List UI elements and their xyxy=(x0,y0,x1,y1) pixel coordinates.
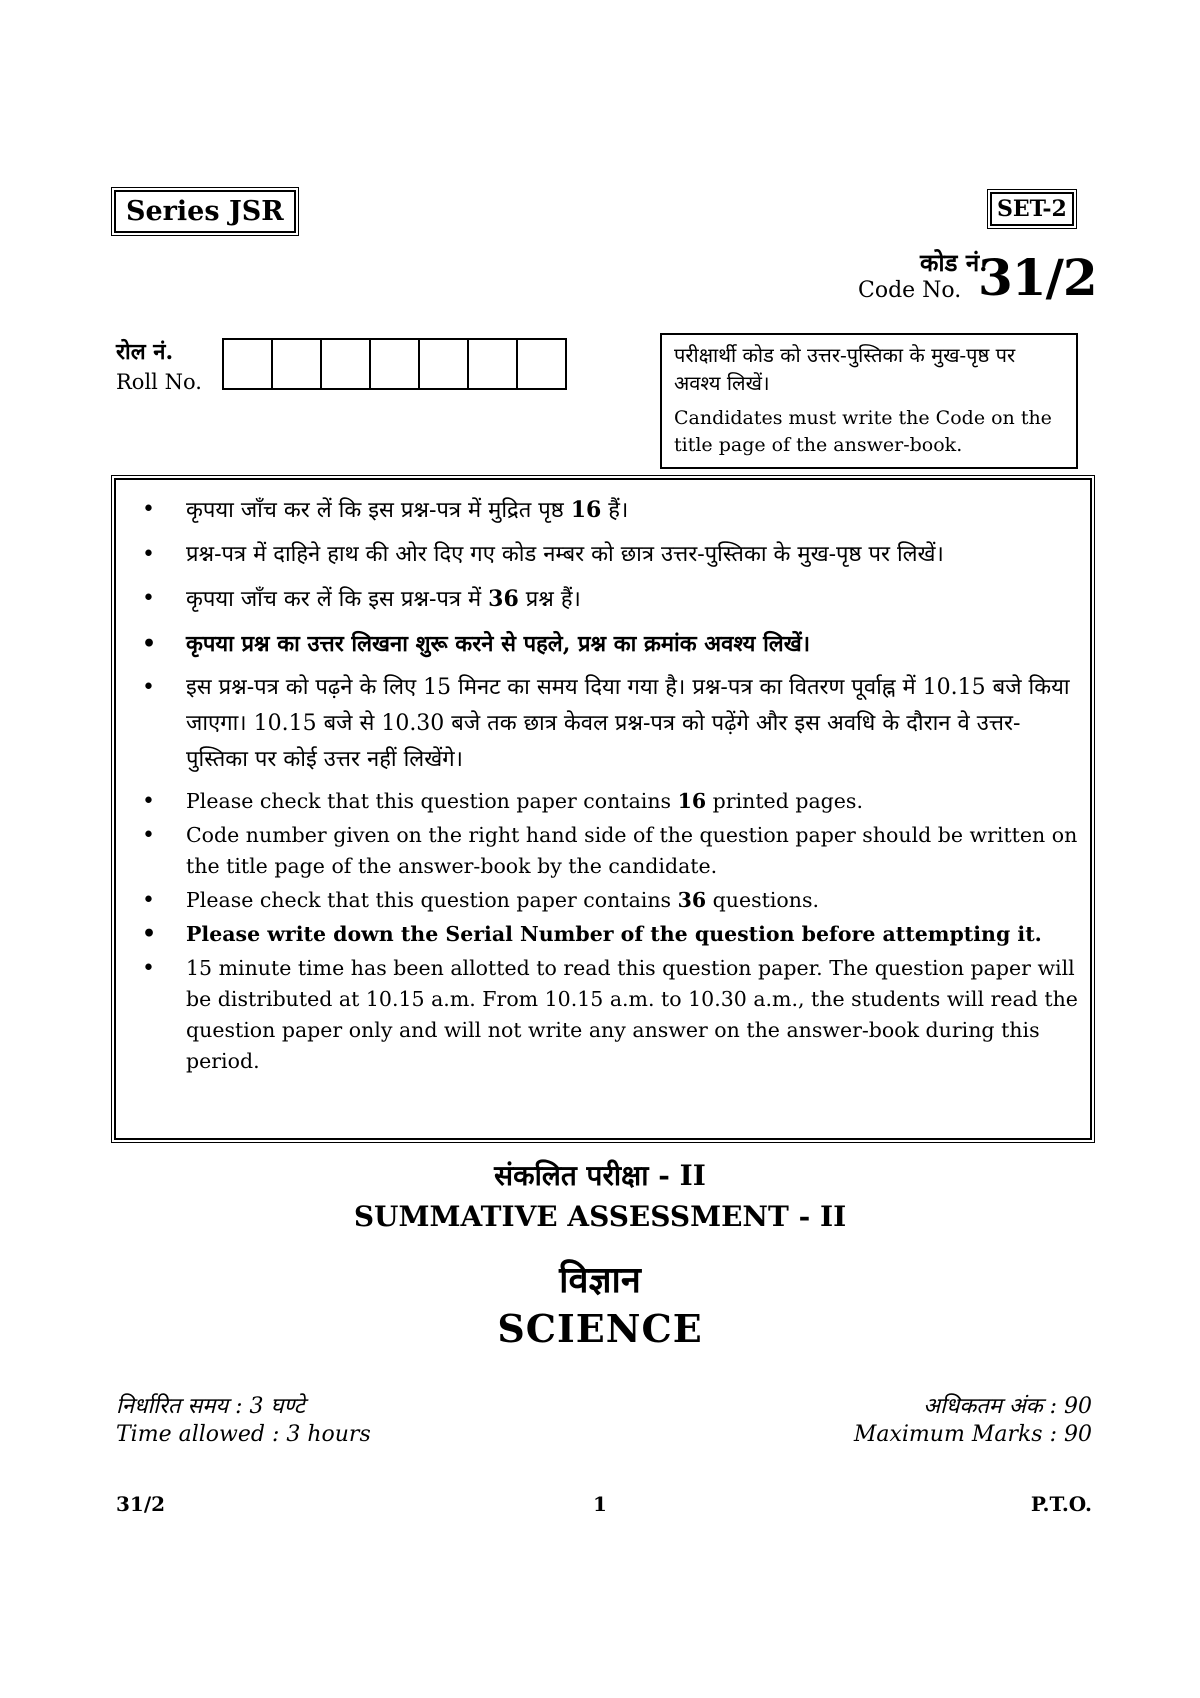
instruction-text: Code number given on the right hand side of the question paper should be written on the title page of the answer-book by the candidate. xyxy=(186,823,1078,878)
roll-label-english: Roll No. xyxy=(116,370,202,394)
subject-title-english: SCIENCE xyxy=(497,1306,703,1351)
instruction-item xyxy=(132,492,1078,529)
instructions-box xyxy=(114,478,1092,1140)
instruction-text-suffix: printed pages. xyxy=(706,789,863,813)
instruction-text-suffix: प्रश्न हैं। xyxy=(518,587,581,612)
roll-number-cell[interactable] xyxy=(469,340,518,388)
instruction-text: प्रश्न-पत्र में दाहिने हाथ की ओर दिए गए कोड नम्बर को छात्र उत्तर-पुस्तिका के मुख-पृष्ठ पर लिखें। xyxy=(186,542,944,567)
roll-number-cell[interactable] xyxy=(322,340,371,388)
instruction-item xyxy=(132,626,1078,662)
instructions-list xyxy=(132,492,1078,1077)
instruction-bold-value: 16 xyxy=(677,789,707,813)
instruction-text-suffix: हैं। xyxy=(601,498,629,523)
instruction-text: कृपया जाँच कर लें कि इस प्रश्न-पत्र में मुद्रित पृष्ठ xyxy=(186,498,571,523)
instruction-text: Please check that this question paper contains xyxy=(186,789,678,813)
subject-title-hindi: विज्ञान xyxy=(559,1259,641,1301)
series-label: Series JSR xyxy=(114,190,296,233)
instruction-item xyxy=(132,786,1078,817)
instruction-item xyxy=(132,885,1078,916)
instruction-item xyxy=(132,919,1078,950)
instruction-bold-value: 36 xyxy=(677,888,707,912)
notice-english: Candidates must write the Code on the title page of the answer-book. xyxy=(674,407,1052,456)
assessment-title-hindi: संकलित परीक्षा - II xyxy=(494,1159,706,1192)
roll-number-cell[interactable] xyxy=(420,340,469,388)
roll-number-cell[interactable] xyxy=(224,340,273,388)
instruction-text: कृपया प्रश्न का उत्तर लिखना शुरू करने से पहले, प्रश्न का क्रमांक अवश्य लिखें। xyxy=(186,631,811,657)
time-allowed-hindi: निर्धारित समय : 3 घण्टे xyxy=(116,1394,305,1419)
instruction-item xyxy=(132,953,1078,1077)
max-marks-english: Maximum Marks : 90 xyxy=(853,1422,1092,1447)
instruction-bold-value: 16 xyxy=(570,497,602,523)
instruction-text-suffix: questions. xyxy=(706,888,819,912)
time-allowed-english: Time allowed : 3 hours xyxy=(116,1422,371,1447)
notice-hindi: परीक्षार्थी कोड को उत्तर-पुस्तिका के मुख-पृष्ठ पर अवश्य लिखें। xyxy=(674,343,1016,395)
set-label: SET-2 xyxy=(990,192,1074,226)
code-label-english: Code No. xyxy=(858,278,962,303)
pto-label: P.T.O. xyxy=(1030,1492,1092,1516)
roll-number-boxes[interactable] xyxy=(222,338,567,390)
code-notice-box xyxy=(660,333,1078,469)
roll-number-cell[interactable] xyxy=(518,340,565,388)
instruction-text: Please check that this question paper contains xyxy=(186,888,678,912)
page-number: 1 xyxy=(593,1492,607,1516)
roll-label-hindi: रोल नं. xyxy=(116,339,174,365)
assessment-title-english: SUMMATIVE ASSESSMENT - II xyxy=(353,1200,847,1233)
instruction-text: कृपया जाँच कर लें कि इस प्रश्न-पत्र में xyxy=(186,587,489,612)
roll-number-cell[interactable] xyxy=(273,340,322,388)
instruction-item xyxy=(132,670,1078,778)
instruction-item xyxy=(132,581,1078,618)
instruction-item xyxy=(132,537,1078,573)
instruction-text: इस प्रश्न-पत्र को पढ़ने के लिए 15 मिनट का समय दिया गया है। प्रश्न-पत्र का वितरण पूर्वाह्न में 10.15 बजे किया जाएगा। 10.15 बजे से 10.30 बजे तक छात्र केवल प्रश्न-पत्र को पढ़ेंगे और इस अवधि के दौरान वे उत्तर-पुस्तिका पर कोई उत्तर नहीं लिखेंगे। xyxy=(186,675,1070,772)
instruction-text: 15 minute time has been allotted to read this question paper. The question paper will be distributed at 10.15 a.m. From 10.15 a.m. to 10.30 a.m., the students will read the question paper only and will not write any answer on the answer-book during this period. xyxy=(186,956,1078,1073)
code-label-hindi: कोड नं. xyxy=(920,248,988,277)
instruction-bold-value: 36 xyxy=(488,586,519,612)
max-marks-hindi: अधिकतम अंक : 90 xyxy=(923,1394,1092,1419)
code-number: 31/2 xyxy=(978,248,1097,307)
instruction-text: Please write down the Serial Number of the question before attempting it. xyxy=(186,922,1042,946)
footer-code: 31/2 xyxy=(116,1492,166,1516)
instruction-item xyxy=(132,820,1078,882)
roll-number-cell[interactable] xyxy=(371,340,420,388)
